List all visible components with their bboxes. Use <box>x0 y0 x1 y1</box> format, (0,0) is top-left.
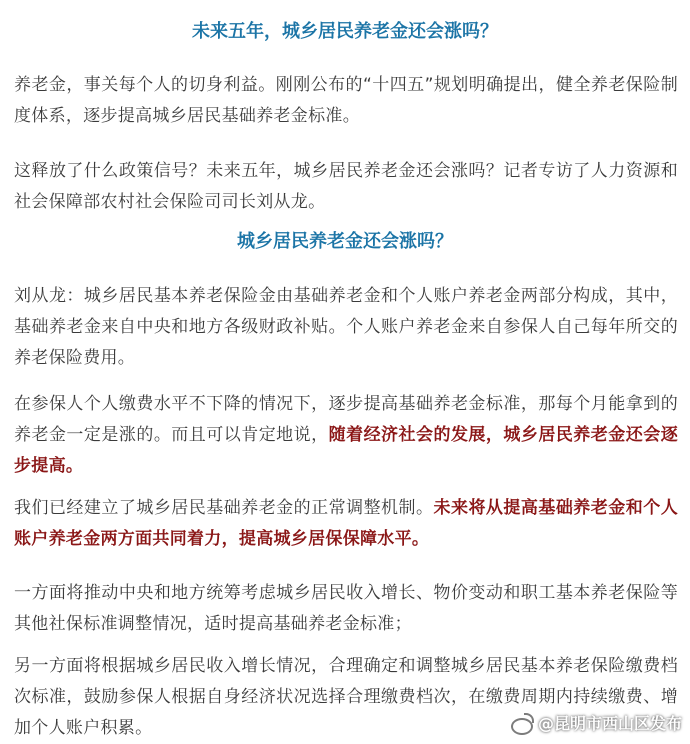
paragraph-text: 在参保人个人缴费水平不下降的情况下，逐步提高基础养老金标准，那每个月能拿到的养老金一定是涨的。而且可以肯定地说， <box>14 394 678 445</box>
paragraph-text: 刘从龙：城乡居民基本养老保险金由基础养老金和个人账户养老金两部分构成，其中，基础养老金来自中央和地方各级财政补贴。个人账户养老金来自参保人自己每年所交的养老保险费用。 <box>14 286 678 368</box>
paragraph-text: 养老金，事关每个人的切身利益。刚刚公布的“十四五”规划明确提出，健全养老保险制度体系，逐步提高城乡居民基础养老金标准。 <box>14 75 678 126</box>
paragraph-answer-2 <box>14 389 678 482</box>
section-heading: 城乡居民养老金还会涨吗？ <box>237 231 453 252</box>
paragraph-text: 这释放了什么政策信号？未来五年，城乡居民养老金还会涨吗？记者专访了人力资源和社会保障部农村社会保险司司长刘从龙。 <box>14 161 678 212</box>
emphasis-text: 随着经济社会的发展，城乡居民养老金还会逐步提高。 <box>14 425 678 476</box>
paragraph-answer-4 <box>14 578 678 640</box>
paragraph-answer-3 <box>14 493 678 555</box>
paragraph-text: 另一方面将根据城乡居民收入增长情况，合理确定和调整城乡居民基本养老保险缴费档次标准，鼓励参保人根据自身经济状况选择合理缴费档次，在缴费周期内持续缴费、增加个人账户积累。 <box>14 656 678 738</box>
paragraph-intro <box>14 70 678 132</box>
weibo-watermark <box>510 711 682 734</box>
watermark-text: @昆明市西山区发布 <box>537 714 682 733</box>
paragraph-question <box>14 156 678 218</box>
emphasis-text: 未来将从提高基础养老金和个人账户养老金两方面共同着力，提高城乡居保保障水平。 <box>14 498 679 549</box>
weibo-icon <box>510 713 534 733</box>
paragraph-text: 我们已经建立了城乡居民基础养老金的正常调整机制。 <box>14 498 434 518</box>
article-title: 未来五年，城乡居民养老金还会涨吗？ <box>192 21 498 42</box>
paragraph-answer-1 <box>14 281 678 374</box>
paragraph-text: 一方面将推动中央和地方统筹考虑城乡居民收入增长、物价变动和职工基本养老保险等其他社保标准调整情况，适时提高基础养老金标准； <box>14 583 678 634</box>
